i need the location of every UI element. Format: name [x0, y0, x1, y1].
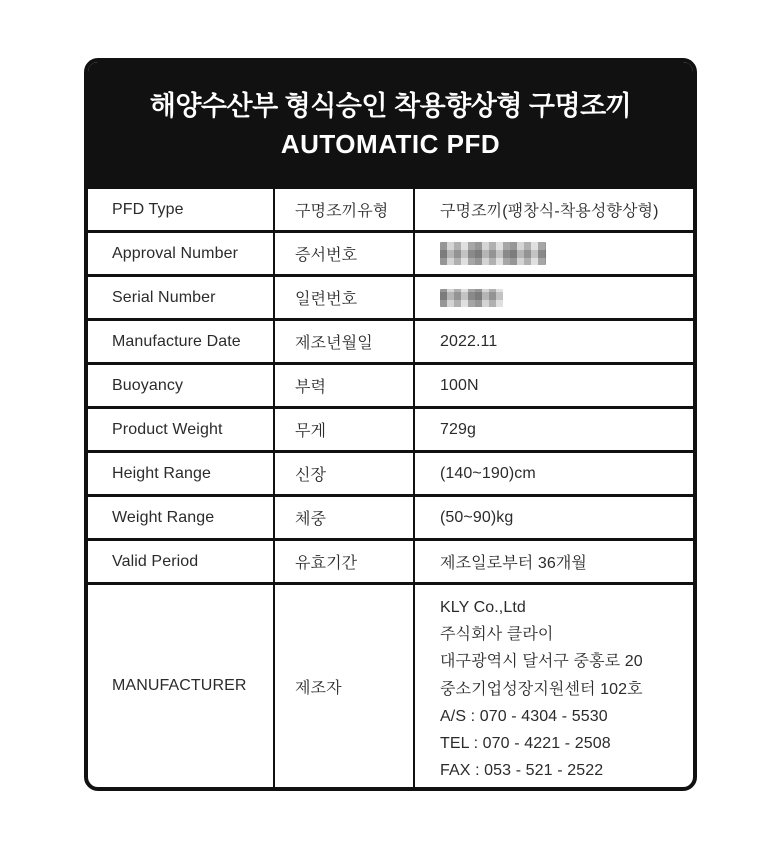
- manufacturer-line-address-2: 중소기업성장지원센터 102호: [440, 680, 643, 698]
- row-value: 구명조끼(팽창식-착용성향상형): [413, 189, 693, 230]
- pfd-spec-card: [84, 58, 697, 791]
- row-value: (140~190)cm: [413, 453, 693, 494]
- row-label-en: MANUFACTURER: [112, 677, 247, 694]
- row-label-ko: 제조자: [273, 585, 413, 787]
- table-row-product-weight: [88, 406, 693, 450]
- redacted-pixelated-block: [440, 242, 546, 265]
- manufacturer-line-fax-phone: FAX : 053 - 521 - 2522: [440, 762, 604, 780]
- row-label-ko: 일련번호: [273, 277, 413, 318]
- row-value: 729g: [413, 409, 693, 450]
- row-value: (50~90)kg: [413, 497, 693, 538]
- manufacturer-line-tel-phone: TEL : 070 - 4221 - 2508: [440, 735, 611, 753]
- manufacturer-line-company-en: KLY Co.,Ltd: [440, 599, 526, 616]
- row-value: [413, 585, 693, 787]
- row-label-ko: 제조년월일: [273, 321, 413, 362]
- title-korean: 해양수산부 형식승인 착용향상형 구명조끼: [149, 90, 632, 121]
- row-label-en: PFD Type: [112, 200, 184, 218]
- row-value: 100N: [413, 365, 693, 406]
- row-label-ko: 구명조끼유형: [273, 189, 413, 230]
- title-english: AUTOMATIC PFD: [280, 128, 501, 159]
- row-value: [413, 277, 693, 318]
- table-row-manufacture-date: [88, 318, 693, 362]
- row-value: [413, 233, 693, 274]
- row-label-en: Height Range: [112, 464, 212, 482]
- row-label-ko: 신장: [273, 453, 413, 494]
- row-label-en: Buoyancy: [112, 376, 184, 394]
- table-row-pfd-type: [88, 186, 693, 230]
- manufacturer-details: [440, 594, 643, 784]
- card-header: [88, 62, 693, 186]
- redacted-pixelated-block: [440, 289, 503, 307]
- row-label-ko: 체중: [273, 497, 413, 538]
- row-label-en: Valid Period: [112, 552, 199, 570]
- table-row-manufacturer: [88, 582, 693, 787]
- table-row-buoyancy: [88, 362, 693, 406]
- table-row-height-range: [88, 450, 693, 494]
- row-label-en: Product Weight: [112, 420, 223, 438]
- table-row-weight-range: [88, 494, 693, 538]
- table-row-serial-number: [88, 274, 693, 318]
- row-label-en: Approval Number: [112, 244, 238, 262]
- manufacturer-line-address-1: 대구광역시 달서구 중홍로 20: [440, 653, 643, 671]
- row-value: 2022.11: [413, 321, 693, 362]
- table-row-approval-number: [88, 230, 693, 274]
- manufacturer-line-company-ko: 주식회사 클라이: [440, 626, 554, 644]
- row-label-en: Serial Number: [112, 288, 216, 306]
- table-row-valid-period: [88, 538, 693, 582]
- manufacturer-line-as-phone: A/S : 070 - 4304 - 5530: [440, 707, 608, 725]
- row-label-en: Weight Range: [112, 508, 215, 526]
- row-value: 제조일로부터 36개월: [413, 541, 693, 582]
- row-label-ko: 유효기간: [273, 541, 413, 582]
- row-label-ko: 무게: [273, 409, 413, 450]
- row-label-ko: 증서번호: [273, 233, 413, 274]
- row-label-en: Manufacture Date: [112, 332, 241, 350]
- row-label-ko: 부력: [273, 365, 413, 406]
